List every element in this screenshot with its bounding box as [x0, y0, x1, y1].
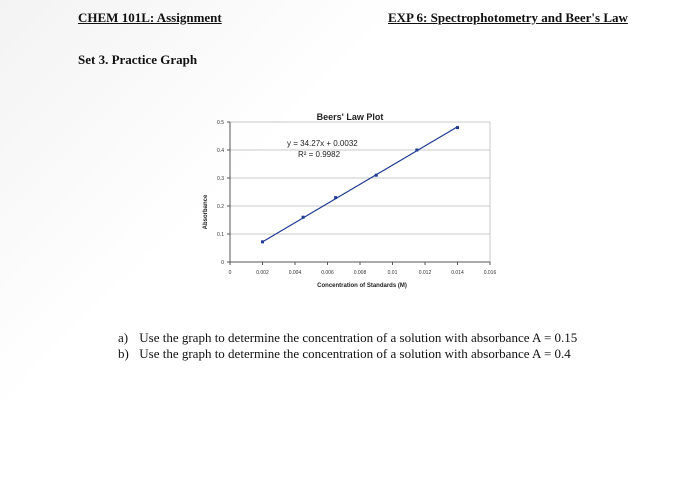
data-point [261, 240, 264, 243]
question-b [118, 346, 577, 362]
trendline-r-squared: R² = 0.9982 [298, 150, 341, 159]
question-text: Use the graph to determine the concentration of a solution with absorbance A = 0.15 [139, 330, 578, 345]
course-header: CHEM 101L: Assignment [78, 10, 222, 25]
beers-law-chart [195, 100, 515, 300]
x-tick-label: 0.008 [353, 270, 367, 276]
trendline-equation: y = 34.27x + 0.0032 [287, 139, 358, 148]
y-tick-label: 0.1 [217, 232, 224, 238]
x-tick-label: 0.004 [288, 270, 302, 276]
y-tick-label: 0.5 [217, 120, 224, 126]
question-list [118, 330, 577, 362]
data-point [302, 216, 305, 219]
y-tick-label: 0 [221, 260, 224, 266]
section-title: Set 3. Practice Graph [78, 52, 198, 67]
y-tick-label: 0.2 [217, 204, 224, 210]
x-tick-label: 0.014 [451, 270, 464, 276]
chart-svg [195, 100, 515, 300]
y-axis-label: Absorbance [203, 194, 209, 230]
x-tick-label: 0 [228, 270, 232, 276]
question-text: Use the graph to determine the concentration of a solution with absorbance A = 0.4 [139, 346, 571, 361]
x-tick-label: 0.01 [387, 270, 398, 276]
y-tick-label: 0.3 [217, 176, 224, 182]
data-point [456, 126, 459, 129]
question-letter: a) [118, 330, 129, 345]
x-tick-label: 0.012 [418, 270, 432, 276]
y-tick-label: 0.4 [217, 148, 224, 154]
x-tick-label: 0.016 [483, 270, 497, 276]
data-point [334, 196, 337, 199]
data-point [375, 174, 378, 177]
data-point [415, 149, 418, 152]
experiment-header: EXP 6: Spectrophotometry and Beer's Law [388, 10, 628, 25]
x-tick-label: 0.002 [256, 270, 269, 276]
x-axis-label: Concentration of Standards (M) [317, 283, 407, 289]
question-letter: b) [118, 346, 129, 361]
question-a [118, 330, 577, 346]
x-tick-label: 0.006 [321, 270, 334, 276]
chart-title: Beers' Law Plot [316, 112, 384, 122]
grid-layer [230, 122, 490, 262]
